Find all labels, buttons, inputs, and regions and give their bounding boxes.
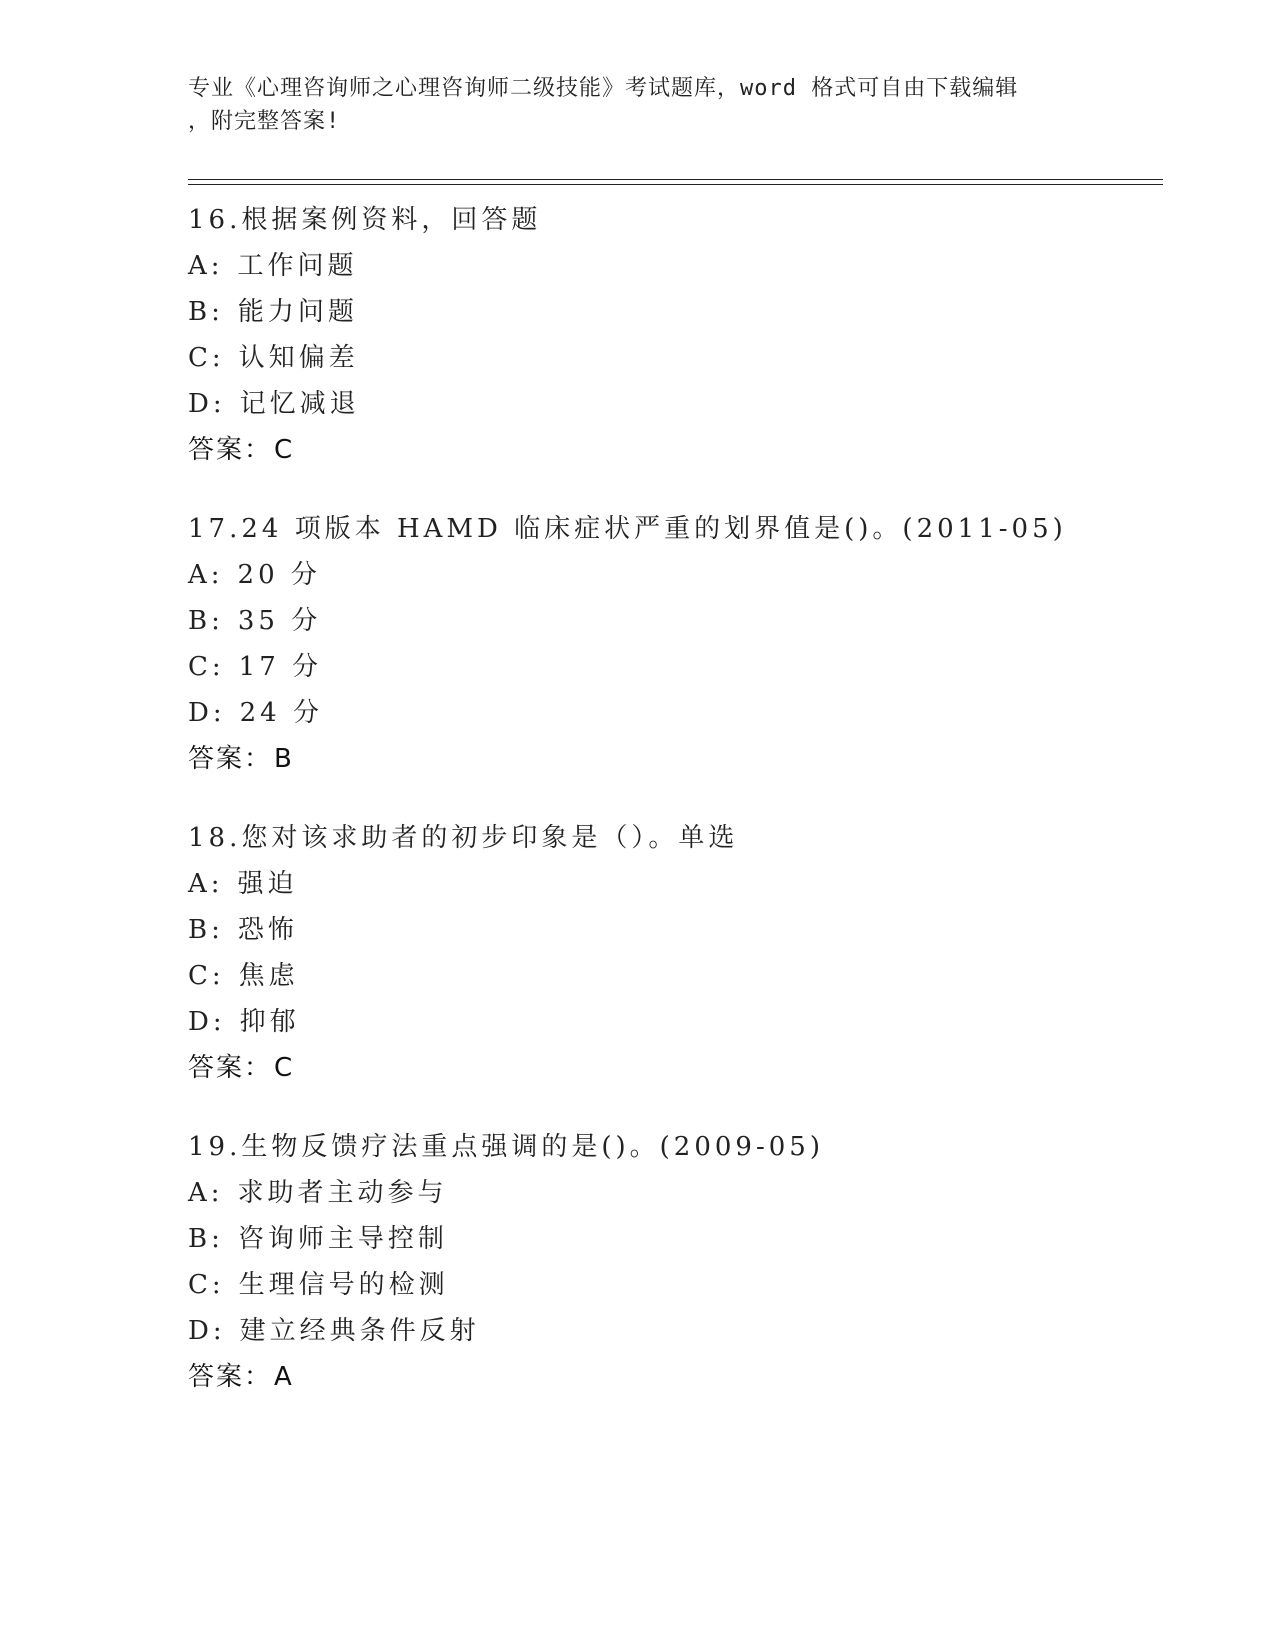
answer-line	[188, 1354, 1148, 1400]
answer-line	[188, 1045, 1148, 1091]
answer-value: A	[274, 1362, 294, 1392]
header-line-1: 专业《心理咨询师之心理咨询师二级技能》考试题库，word 格式可自由下载编辑	[188, 76, 1019, 101]
option-text: 生理信号的检测	[238, 1270, 449, 1300]
option-letter: A:	[188, 251, 224, 281]
answer-value: B	[274, 744, 294, 774]
option-text: 强迫	[237, 869, 298, 899]
answer-value: C	[274, 435, 295, 465]
option-text: 认知偏差	[238, 343, 359, 373]
question-stem: 19.生物反馈疗法重点强调的是()。(2009-05)	[188, 1132, 824, 1162]
option-text: 24 分	[239, 698, 323, 728]
question-block	[188, 506, 1148, 782]
option-text: 焦虑	[238, 961, 299, 991]
option-letter: B:	[188, 606, 224, 636]
option-c	[188, 335, 1148, 381]
option-letter: C:	[188, 961, 225, 991]
option-letter: B:	[188, 297, 224, 327]
option-text: 建立经典条件反射	[239, 1316, 480, 1346]
option-text: 记忆减退	[239, 389, 360, 419]
option-a	[188, 243, 1148, 289]
option-a	[188, 552, 1148, 598]
answer-line	[188, 427, 1148, 473]
option-letter: B:	[188, 1224, 224, 1254]
option-text: 求助者主动参与	[237, 1178, 448, 1208]
question-block	[188, 197, 1148, 473]
option-text: 17 分	[238, 652, 323, 682]
question-block	[188, 815, 1148, 1091]
option-letter: C:	[188, 1270, 225, 1300]
option-letter: D:	[188, 389, 226, 419]
question-stem: 17.24 项版本 HAMD 临床症状严重的划界值是()。(2011-05)	[188, 514, 1067, 544]
option-a	[188, 861, 1148, 907]
option-b	[188, 289, 1148, 335]
answer-label: 答案：	[188, 744, 273, 774]
option-text: 20 分	[237, 560, 321, 590]
option-text: 能力问题	[237, 297, 358, 327]
header-divider-top	[188, 179, 1163, 180]
answer-value: C	[274, 1053, 295, 1083]
question-stem: 18.您对该求助者的初步印象是（）。单选	[188, 823, 739, 853]
option-text: 抑郁	[239, 1007, 300, 1037]
option-letter: A:	[188, 560, 224, 590]
option-letter: D:	[188, 1007, 226, 1037]
answer-label: 答案：	[188, 1362, 273, 1392]
answer-label: 答案：	[188, 1053, 273, 1083]
option-a	[188, 1170, 1148, 1216]
option-letter: C:	[188, 652, 225, 682]
option-letter: A:	[188, 869, 224, 899]
option-letter: C:	[188, 343, 225, 373]
option-letter: B:	[188, 915, 224, 945]
answer-line	[188, 736, 1148, 782]
option-d	[188, 999, 1148, 1045]
header-line-2: ，附完整答案!	[188, 109, 341, 134]
option-letter: A:	[188, 1178, 224, 1208]
answer-label: 答案：	[188, 435, 273, 465]
option-text: 35 分	[237, 606, 322, 636]
option-d	[188, 381, 1148, 427]
option-c	[188, 953, 1148, 999]
option-d	[188, 1308, 1148, 1354]
option-c	[188, 1262, 1148, 1308]
option-d	[188, 690, 1148, 736]
option-letter: D:	[188, 1316, 226, 1346]
document-header	[188, 72, 1088, 138]
option-text: 恐怖	[237, 915, 298, 945]
option-letter: D:	[188, 698, 226, 728]
option-text: 咨询师主导控制	[237, 1224, 448, 1254]
question-block	[188, 1124, 1148, 1400]
option-text: 工作问题	[237, 251, 358, 281]
header-divider-bottom	[188, 184, 1163, 185]
option-c	[188, 644, 1148, 690]
option-b	[188, 1216, 1148, 1262]
option-b	[188, 907, 1148, 953]
option-b	[188, 598, 1148, 644]
question-stem: 16.根据案例资料，回答题	[188, 205, 542, 235]
